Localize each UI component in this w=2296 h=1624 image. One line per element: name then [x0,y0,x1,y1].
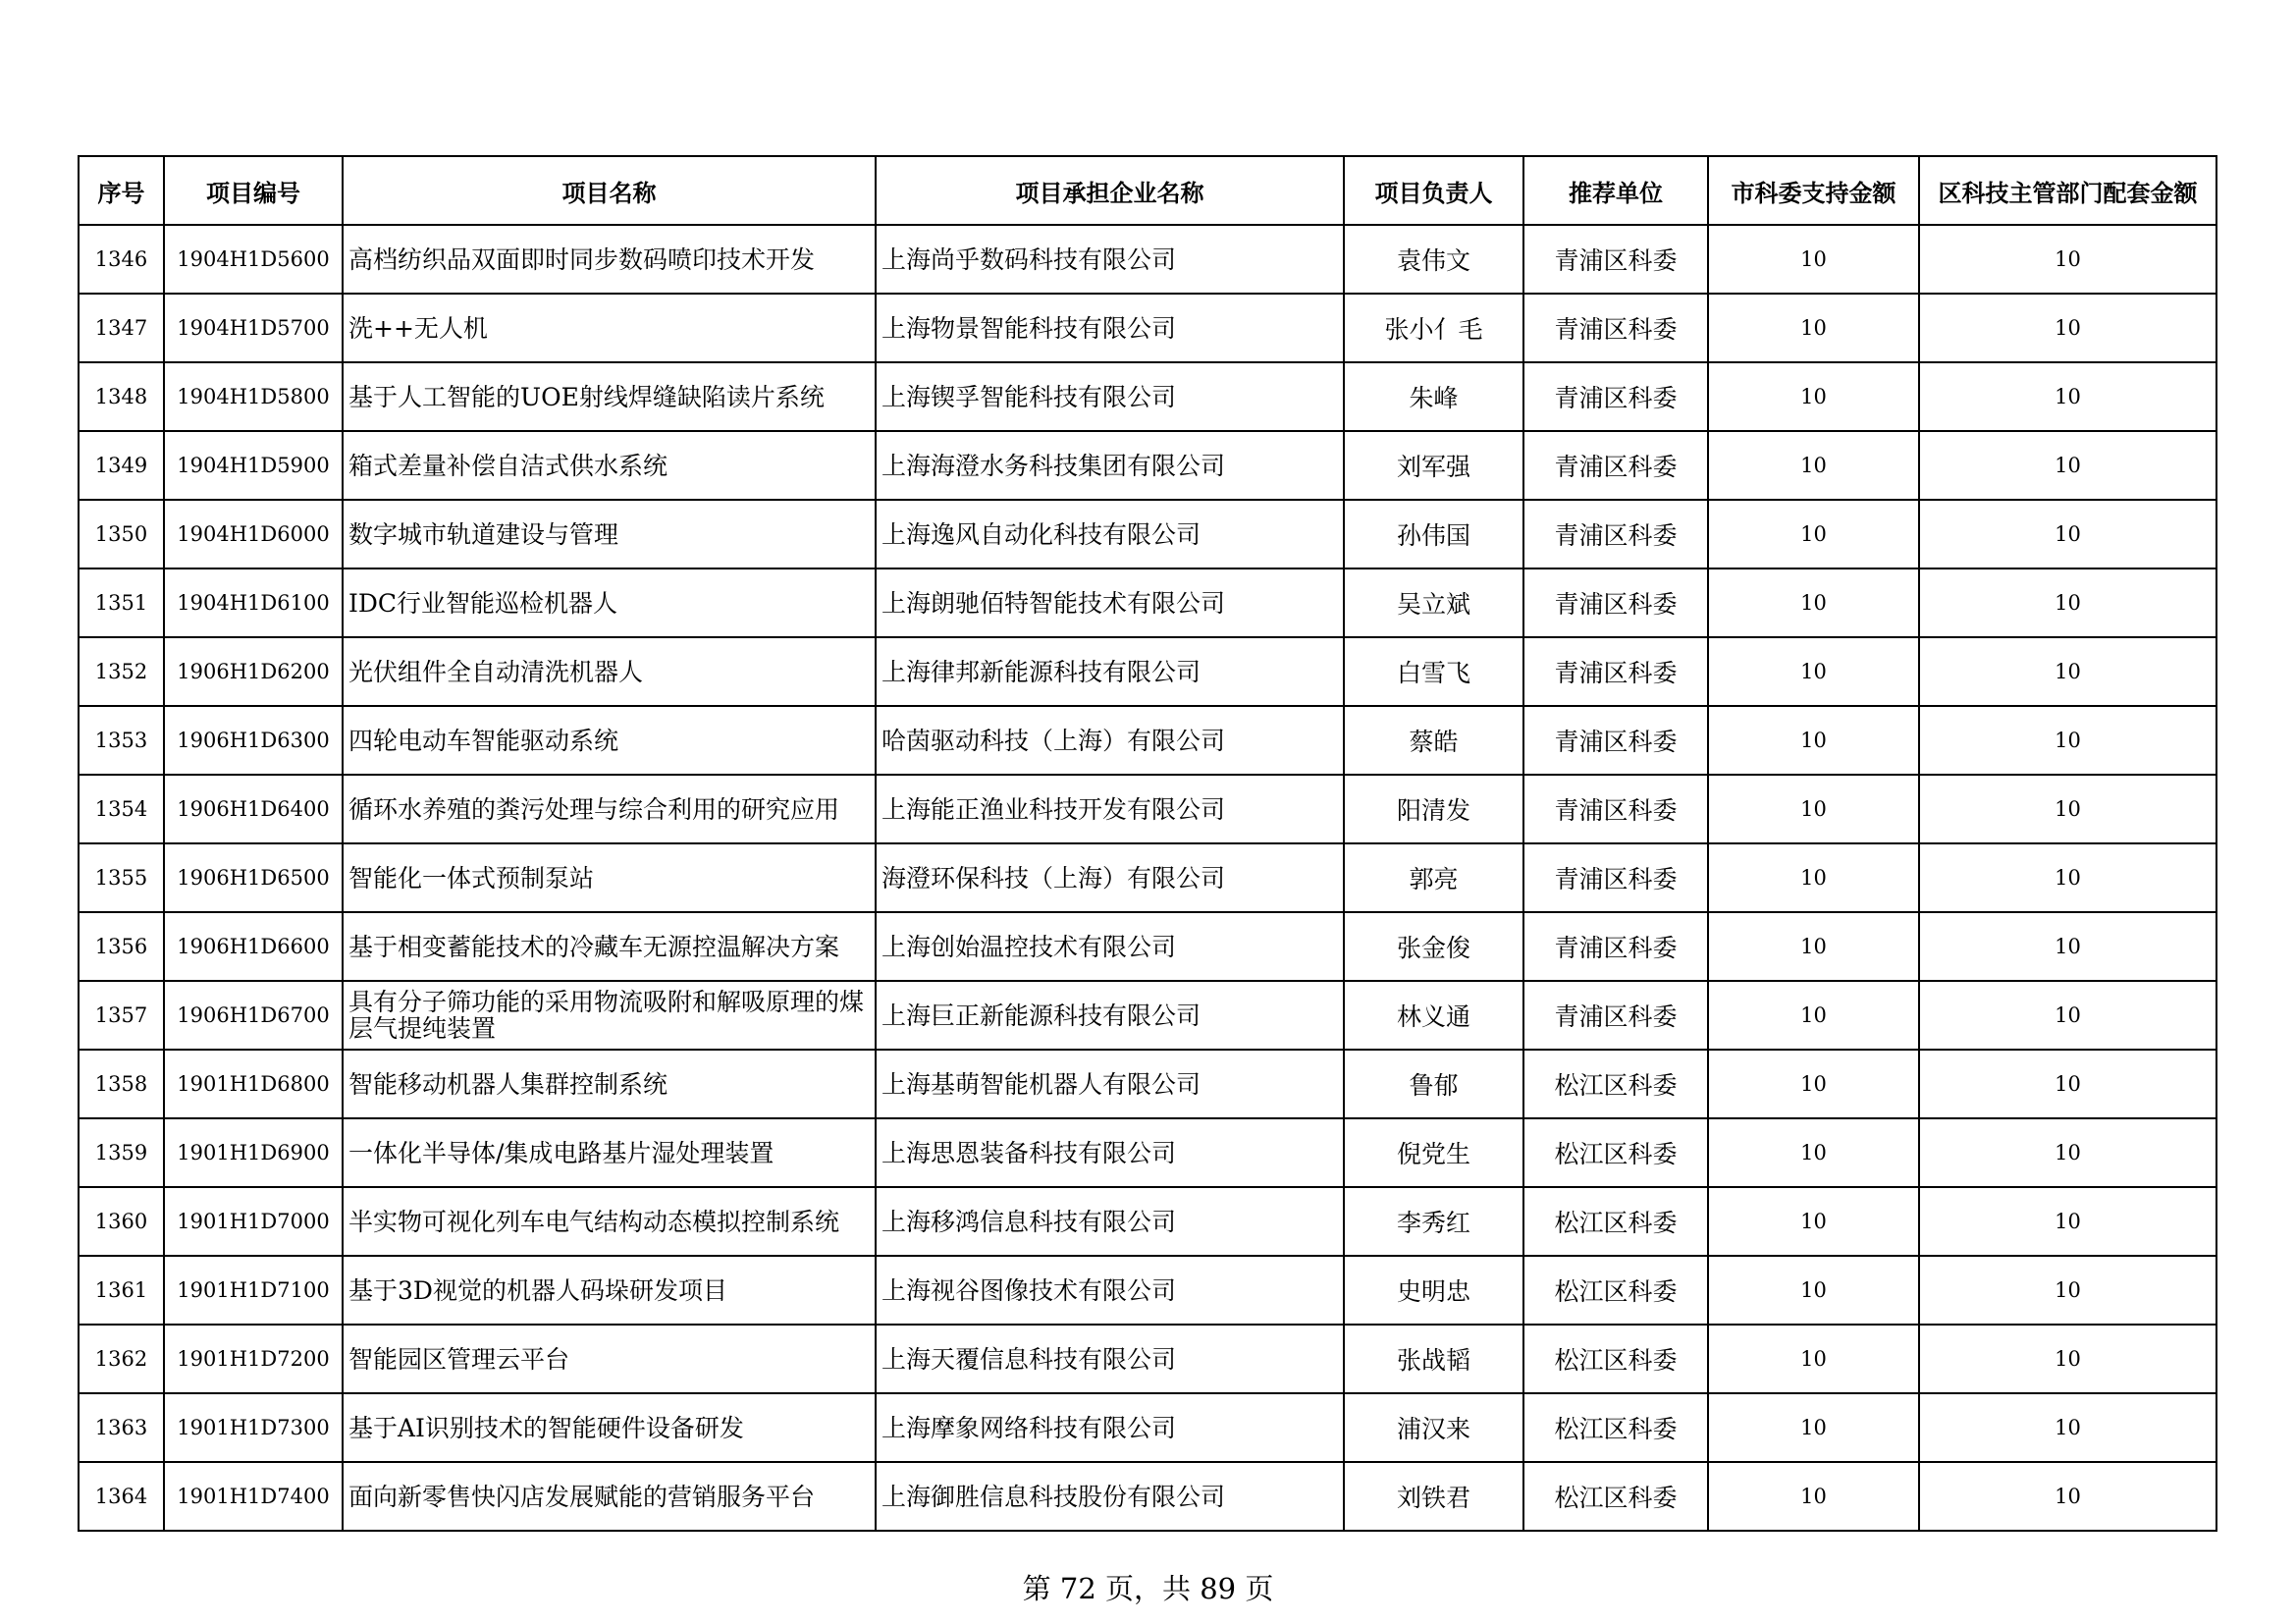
project-leader-cell: 袁伟文 [1344,225,1523,294]
project-code-cell: 1901H1D7200 [164,1325,343,1393]
serial-number-cell: 1360 [79,1187,164,1256]
table-row [79,1462,2216,1531]
project-leader-cell: 张战韬 [1344,1325,1523,1393]
table-row [79,912,2216,981]
city-funding-cell: 10 [1708,294,1919,362]
project-code-cell: 1904H1D5900 [164,431,343,500]
city-funding-cell: 10 [1708,1118,1919,1187]
serial-number-cell: 1347 [79,294,164,362]
district-funding-cell: 10 [1919,568,2216,637]
project-name-cell: 洗++无人机 [343,294,876,362]
city-funding-cell: 10 [1708,362,1919,431]
recommending-unit-cell: 青浦区科委 [1523,775,1708,843]
table-row [79,1325,2216,1393]
company-name-cell: 上海海澄水务科技集团有限公司 [876,431,1344,500]
company-name-cell: 上海视谷图像技术有限公司 [876,1256,1344,1325]
recommending-unit-cell: 青浦区科委 [1523,843,1708,912]
city-funding-cell: 10 [1708,843,1919,912]
header-cell: 项目名称 [343,156,876,225]
recommending-unit-cell: 青浦区科委 [1523,225,1708,294]
project-code-cell: 1906H1D6400 [164,775,343,843]
company-name-cell: 海澄环保科技（上海）有限公司 [876,843,1344,912]
city-funding-cell: 10 [1708,1393,1919,1462]
city-funding-cell: 10 [1708,912,1919,981]
project-name-cell: IDC行业智能巡检机器人 [343,568,876,637]
recommending-unit-cell: 青浦区科委 [1523,637,1708,706]
serial-number-cell: 1352 [79,637,164,706]
project-name-cell: 智能园区管理云平台 [343,1325,876,1393]
company-name-cell: 上海锲孚智能科技有限公司 [876,362,1344,431]
project-leader-cell: 浦汉来 [1344,1393,1523,1462]
project-code-cell: 1904H1D6100 [164,568,343,637]
company-name-cell: 上海基萌智能机器人有限公司 [876,1050,1344,1118]
project-code-cell: 1904H1D6000 [164,500,343,568]
project-code-cell: 1904H1D5600 [164,225,343,294]
company-name-cell: 上海巨正新能源科技有限公司 [876,981,1344,1050]
project-code-cell: 1904H1D5700 [164,294,343,362]
project-leader-cell: 郭亮 [1344,843,1523,912]
project-code-cell: 1901H1D7000 [164,1187,343,1256]
recommending-unit-cell: 青浦区科委 [1523,568,1708,637]
serial-number-cell: 1346 [79,225,164,294]
project-name-cell: 智能移动机器人集群控制系统 [343,1050,876,1118]
project-leader-cell: 阳清发 [1344,775,1523,843]
district-funding-cell: 10 [1919,706,2216,775]
serial-number-cell: 1357 [79,981,164,1050]
header-cell: 区科技主管部门配套金额 [1919,156,2216,225]
recommending-unit-cell: 青浦区科委 [1523,981,1708,1050]
district-funding-cell: 10 [1919,225,2216,294]
project-leader-cell: 刘军强 [1344,431,1523,500]
city-funding-cell: 10 [1708,431,1919,500]
project-name-cell: 基于3D视觉的机器人码垛研发项目 [343,1256,876,1325]
header-cell: 项目编号 [164,156,343,225]
header-cell: 推荐单位 [1523,156,1708,225]
project-leader-cell: 倪党生 [1344,1118,1523,1187]
project-leader-cell: 孙伟国 [1344,500,1523,568]
table-row [79,981,2216,1050]
district-funding-cell: 10 [1919,1187,2216,1256]
table-row [79,362,2216,431]
recommending-unit-cell: 青浦区科委 [1523,706,1708,775]
serial-number-cell: 1356 [79,912,164,981]
district-funding-cell: 10 [1919,362,2216,431]
company-name-cell: 上海律邦新能源科技有限公司 [876,637,1344,706]
project-code-cell: 1906H1D6500 [164,843,343,912]
serial-number-cell: 1358 [79,1050,164,1118]
table-row [79,431,2216,500]
header-cell: 项目承担企业名称 [876,156,1344,225]
company-name-cell: 上海御胜信息科技股份有限公司 [876,1462,1344,1531]
table-row [79,843,2216,912]
project-name-cell: 四轮电动车智能驱动系统 [343,706,876,775]
project-leader-cell: 吴立斌 [1344,568,1523,637]
project-name-cell: 基于AI识别技术的智能硬件设备研发 [343,1393,876,1462]
project-code-cell: 1906H1D6600 [164,912,343,981]
recommending-unit-cell: 青浦区科委 [1523,431,1708,500]
company-name-cell: 上海尚乎数码科技有限公司 [876,225,1344,294]
project-code-cell: 1901H1D7100 [164,1256,343,1325]
city-funding-cell: 10 [1708,1187,1919,1256]
city-funding-cell: 10 [1708,1256,1919,1325]
serial-number-cell: 1364 [79,1462,164,1531]
project-code-cell: 1906H1D6200 [164,637,343,706]
district-funding-cell: 10 [1919,1462,2216,1531]
recommending-unit-cell: 青浦区科委 [1523,500,1708,568]
project-name-cell: 智能化一体式预制泵站 [343,843,876,912]
project-leader-cell: 史明忠 [1344,1256,1523,1325]
recommending-unit-cell: 松江区科委 [1523,1050,1708,1118]
serial-number-cell: 1348 [79,362,164,431]
district-funding-cell: 10 [1919,1256,2216,1325]
project-code-cell: 1901H1D7300 [164,1393,343,1462]
project-leader-cell: 刘铁君 [1344,1462,1523,1531]
district-funding-cell: 10 [1919,637,2216,706]
table-row [79,1118,2216,1187]
serial-number-cell: 1363 [79,1393,164,1462]
city-funding-cell: 10 [1708,706,1919,775]
city-funding-cell: 10 [1708,775,1919,843]
company-name-cell: 上海逸风自动化科技有限公司 [876,500,1344,568]
serial-number-cell: 1355 [79,843,164,912]
district-funding-cell: 10 [1919,981,2216,1050]
table-row [79,706,2216,775]
district-funding-cell: 10 [1919,500,2216,568]
serial-number-cell: 1354 [79,775,164,843]
project-name-cell: 基于相变蓄能技术的冷藏车无源控温解决方案 [343,912,876,981]
city-funding-cell: 10 [1708,568,1919,637]
company-name-cell: 上海天覆信息科技有限公司 [876,1325,1344,1393]
project-name-cell: 数字城市轨道建设与管理 [343,500,876,568]
project-name-cell: 循环水养殖的粪污处理与综合利用的研究应用 [343,775,876,843]
recommending-unit-cell: 青浦区科委 [1523,912,1708,981]
district-funding-cell: 10 [1919,912,2216,981]
district-funding-cell: 10 [1919,431,2216,500]
serial-number-cell: 1350 [79,500,164,568]
recommending-unit-cell: 松江区科委 [1523,1256,1708,1325]
table-row [79,1187,2216,1256]
header-cell: 项目负责人 [1344,156,1523,225]
project-code-cell: 1901H1D6800 [164,1050,343,1118]
recommending-unit-cell: 青浦区科委 [1523,362,1708,431]
project-leader-cell: 张金俊 [1344,912,1523,981]
recommending-unit-cell: 松江区科委 [1523,1118,1708,1187]
recommending-unit-cell: 松江区科委 [1523,1393,1708,1462]
district-funding-cell: 10 [1919,775,2216,843]
header-cell: 序号 [79,156,164,225]
district-funding-cell: 10 [1919,294,2216,362]
district-funding-cell: 10 [1919,1050,2216,1118]
table-row [79,1050,2216,1118]
serial-number-cell: 1349 [79,431,164,500]
project-leader-cell: 张小亻毛 [1344,294,1523,362]
company-name-cell: 上海物景智能科技有限公司 [876,294,1344,362]
project-code-cell: 1904H1D5800 [164,362,343,431]
page-footer: 第 72 页，共 89 页 [1022,1572,1274,1605]
recommending-unit-cell: 松江区科委 [1523,1462,1708,1531]
table-row [79,294,2216,362]
project-code-cell: 1901H1D7400 [164,1462,343,1531]
recommending-unit-cell: 松江区科委 [1523,1325,1708,1393]
table-row [79,637,2216,706]
company-name-cell: 上海移鸿信息科技有限公司 [876,1187,1344,1256]
serial-number-cell: 1351 [79,568,164,637]
company-name-cell: 上海能正渔业科技开发有限公司 [876,775,1344,843]
serial-number-cell: 1359 [79,1118,164,1187]
company-name-cell: 哈茵驱动科技（上海）有限公司 [876,706,1344,775]
project-name-cell: 具有分子筛功能的采用物流吸附和解吸原理的煤层气提纯装置 [343,981,876,1050]
city-funding-cell: 10 [1708,500,1919,568]
project-table [78,155,2217,1532]
header-row [79,156,2216,225]
table-row [79,775,2216,843]
company-name-cell: 上海创始温控技术有限公司 [876,912,1344,981]
project-name-cell: 半实物可视化列车电气结构动态模拟控制系统 [343,1187,876,1256]
table-row [79,1256,2216,1325]
company-name-cell: 上海摩象网络科技有限公司 [876,1393,1344,1462]
project-name-cell: 一体化半导体/集成电路基片湿处理装置 [343,1118,876,1187]
table-row [79,568,2216,637]
city-funding-cell: 10 [1708,637,1919,706]
project-name-cell: 高档纺织品双面即时同步数码喷印技术开发 [343,225,876,294]
city-funding-cell: 10 [1708,1325,1919,1393]
project-leader-cell: 林义通 [1344,981,1523,1050]
table-body [79,225,2216,1531]
table-row [79,225,2216,294]
recommending-unit-cell: 青浦区科委 [1523,294,1708,362]
serial-number-cell: 1362 [79,1325,164,1393]
project-leader-cell: 鲁郁 [1344,1050,1523,1118]
company-name-cell: 上海思恩装备科技有限公司 [876,1118,1344,1187]
project-code-cell: 1901H1D6900 [164,1118,343,1187]
city-funding-cell: 10 [1708,981,1919,1050]
project-name-cell: 基于人工智能的UOE射线焊缝缺陷读片系统 [343,362,876,431]
city-funding-cell: 10 [1708,1050,1919,1118]
header-cell: 市科委支持金额 [1708,156,1919,225]
project-code-cell: 1906H1D6300 [164,706,343,775]
project-leader-cell: 蔡皓 [1344,706,1523,775]
project-name-cell: 光伏组件全自动清洗机器人 [343,637,876,706]
district-funding-cell: 10 [1919,1325,2216,1393]
serial-number-cell: 1361 [79,1256,164,1325]
project-leader-cell: 李秀红 [1344,1187,1523,1256]
district-funding-cell: 10 [1919,843,2216,912]
project-name-cell: 面向新零售快闪店发展赋能的营销服务平台 [343,1462,876,1531]
project-code-cell: 1906H1D6700 [164,981,343,1050]
table-row [79,500,2216,568]
table-row [79,1393,2216,1462]
project-leader-cell: 白雪飞 [1344,637,1523,706]
project-leader-cell: 朱峰 [1344,362,1523,431]
project-name-cell: 箱式差量补偿自洁式供水系统 [343,431,876,500]
city-funding-cell: 10 [1708,225,1919,294]
city-funding-cell: 10 [1708,1462,1919,1531]
district-funding-cell: 10 [1919,1118,2216,1187]
recommending-unit-cell: 松江区科委 [1523,1187,1708,1256]
company-name-cell: 上海朗驰佰特智能技术有限公司 [876,568,1344,637]
district-funding-cell: 10 [1919,1393,2216,1462]
serial-number-cell: 1353 [79,706,164,775]
